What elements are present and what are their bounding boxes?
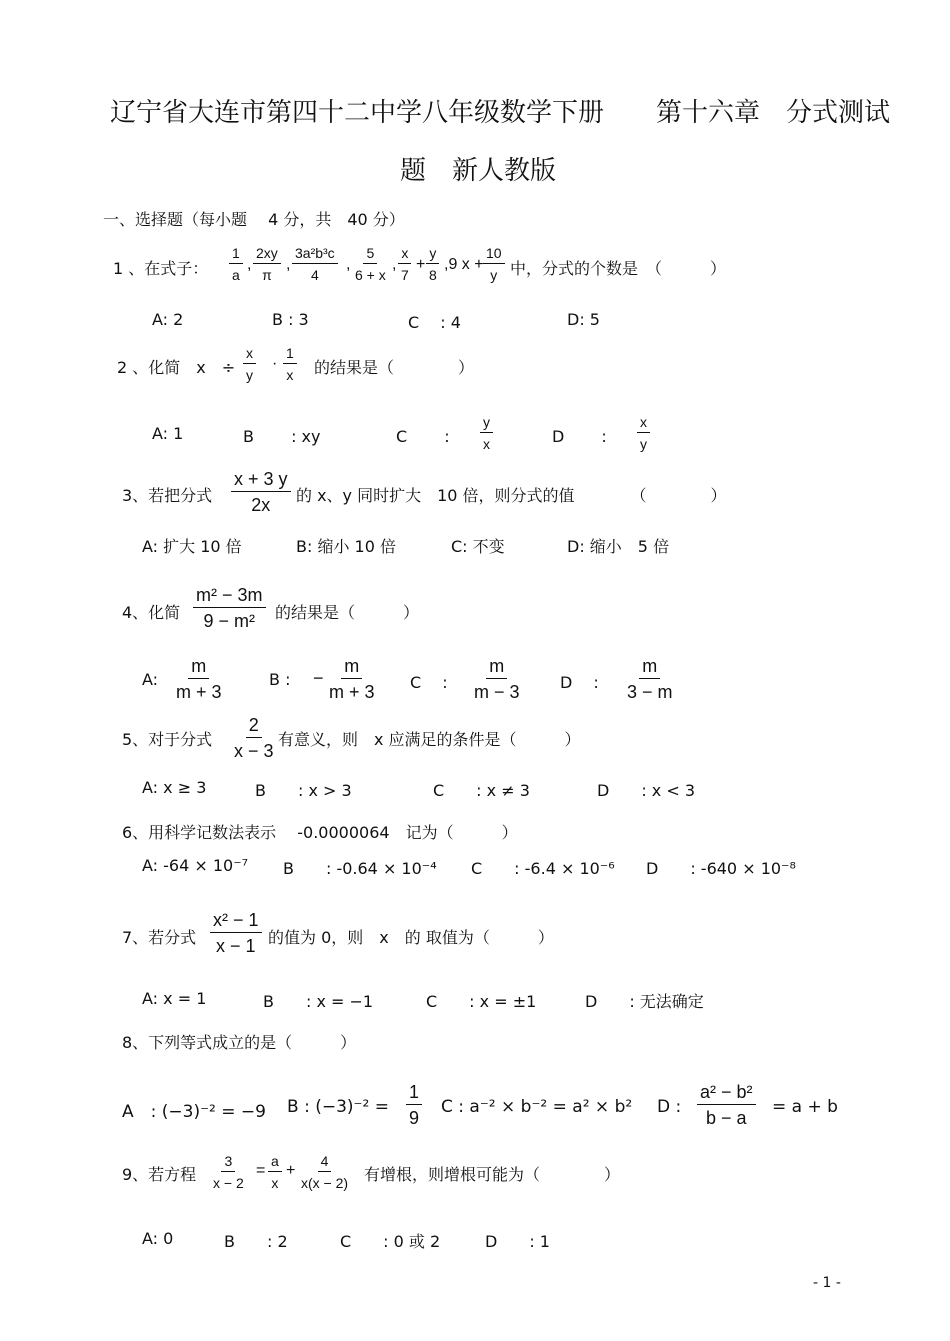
q8-option-d-fraction: $\frac{\text{a² − b²}}{b - a}$ [697, 1083, 756, 1127]
q2-option-d[interactable]: D : [552, 427, 607, 446]
q5-tail: 有意义，则 x 应满足的条件是（ ） [278, 730, 581, 749]
q4-option-c[interactable]: C : [410, 673, 448, 692]
q9-fraction-1: $\frac{3}{x - 2}$ [213, 1153, 244, 1191]
q1-fraction-1: $\frac{1}{a}$ [229, 246, 243, 282]
q1-tail: 中，分式的个数是 （ ） [510, 259, 727, 278]
q1-fraction-5a: $\frac{x}{7}$ [398, 246, 412, 282]
q2-option-a[interactable]: A: 1 [152, 424, 184, 443]
q3-fraction: $\frac{x + 3 y}{2x}$ [231, 470, 291, 514]
q8-option-d[interactable]: D : [657, 1097, 682, 1117]
q6-stem: 6、用科学记数法表示 -0.0000064 记为（ ） [122, 823, 518, 842]
q5-option-c[interactable]: C : x ≠ 3 [433, 781, 530, 800]
q9-fraction-2: $\frac{a}{x}$ [268, 1154, 282, 1190]
q7-fraction: $\frac{\text{x² − 1}}{x - 1}$ [210, 911, 262, 955]
title-line-1: 辽宁省大连市第四十二中学八年级数学下册 第十六章 分式测试 [110, 98, 891, 128]
q8-option-a[interactable]: A : (−3)⁻² = −9 [122, 1102, 266, 1122]
q8-option-c[interactable]: C : a⁻² × b⁻² = a² × b² [441, 1097, 633, 1117]
q4-fraction: $\frac{\text{m² − 3m}}{\text{9 − m²}}$ [193, 586, 266, 630]
q6-option-d[interactable]: D : -640 × 10⁻⁸ [646, 859, 796, 878]
q9-option-c[interactable]: C : 0 或 2 [340, 1232, 441, 1251]
q9-option-b[interactable]: B : 2 [224, 1232, 288, 1251]
page-number: - 1 - [813, 1275, 841, 1291]
q7-stem: 7、若分式 [122, 928, 197, 947]
q4-option-a-fraction: $\frac{m}{m + 3}$ [176, 656, 222, 702]
q9-fraction-3: $\frac{4}{x(x - 2)}$ [301, 1153, 349, 1191]
q3-option-c[interactable]: C: 不变 [451, 537, 505, 556]
q1-fraction-5b: $\frac{y}{8}$ [426, 246, 440, 282]
q1-fraction-2: $\frac{2xy}{\pi}$ [253, 246, 281, 282]
q8-option-d-tail: = a + b [772, 1097, 838, 1117]
q5-stem: 5、对于分式 [122, 730, 213, 749]
q6-option-a[interactable]: A: -64 × 10⁻⁷ [142, 856, 249, 875]
q4-option-a[interactable]: A: [142, 670, 159, 689]
q8-stem: 8、下列等式成立的是（ ） [122, 1033, 357, 1052]
q4-option-b[interactable]: B : [269, 670, 291, 689]
q1-option-b[interactable]: B : 3 [272, 310, 309, 329]
q2-fraction-1: $\frac{x}{y}$ [243, 346, 256, 382]
q7-option-a[interactable]: A: x = 1 [142, 989, 207, 1008]
q8-option-b-fraction: $\frac{1}{9}$ [406, 1083, 422, 1127]
q1-stem: 1 、在式子： [113, 259, 209, 278]
q2-option-c[interactable]: C : [396, 427, 450, 446]
q6-option-c[interactable]: C : -6.4 × 10⁻⁶ [471, 859, 615, 878]
q1-fraction-4: $\frac{5}{6 + x}$ [355, 245, 386, 283]
q9-tail: 有增根，则增根可能为（ ） [364, 1165, 621, 1184]
q4-option-b-fraction: $\frac{m}{m + 3}$ [329, 656, 375, 702]
q7-option-d[interactable]: D : 无法确定 [585, 992, 704, 1011]
q6-option-b[interactable]: B : -0.64 × 10⁻⁴ [283, 859, 437, 878]
q5-option-d[interactable]: D : x < 3 [597, 781, 696, 800]
q3-option-d[interactable]: D: 缩小 5 倍 [567, 537, 670, 556]
q9-option-d[interactable]: D : 1 [485, 1232, 550, 1251]
title-line-2: 题 新人教版 [400, 156, 557, 186]
q4-tail: 的结果是（ ） [275, 603, 420, 622]
q2-fraction-2: $\frac{1}{x}$ [283, 346, 297, 382]
q4-option-d[interactable]: D : [560, 673, 599, 692]
q5-option-b[interactable]: B : x > 3 [255, 781, 352, 800]
q5-option-a[interactable]: A: x ≥ 3 [142, 778, 207, 797]
q8-option-b[interactable]: B : (−3)⁻² = [287, 1097, 389, 1117]
q7-option-c[interactable]: C : x = ±1 [426, 992, 537, 1011]
q1-option-a[interactable]: A: 2 [152, 310, 184, 329]
q1-option-d[interactable]: D: 5 [567, 310, 600, 329]
q2-stem: 2 、化简 x ÷ [117, 358, 236, 377]
q9-stem: 9、若方程 [122, 1165, 197, 1184]
q7-option-b[interactable]: B : x = −1 [263, 992, 374, 1011]
q4-option-c-fraction: $\frac{m}{m - 3}$ [474, 656, 520, 702]
q4-stem: 4、化简 [122, 603, 181, 622]
q7-tail: 的值为 0，则 x 的 取值为（ ） [268, 928, 554, 947]
section-header: 一、选择题（每小题 4 分，共 40 分） [103, 210, 405, 229]
q2-option-b[interactable]: B : xy [243, 427, 321, 446]
q2-tail: 的结果是（ ） [314, 358, 475, 377]
q1-fraction-6: $\frac{10}{y}$ [483, 246, 505, 282]
q1-option-c[interactable]: C : 4 [408, 313, 461, 332]
q3-stem: 3、若把分式 [122, 486, 213, 505]
q4-option-b-sign: − [313, 668, 324, 688]
q3-option-a[interactable]: A: 扩大 10 倍 [142, 537, 242, 556]
q2-option-c-fraction: $\frac{y}{x}$ [480, 415, 493, 451]
q5-fraction: $\frac{2}{x - 3}$ [234, 715, 274, 761]
q3-tail: 的 x、y 同时扩大 10 倍，则分式的值 （ ） [296, 486, 727, 505]
q9-equals: = [256, 1162, 266, 1179]
q4-option-d-fraction: $\frac{m}{3 - m}$ [627, 656, 673, 702]
q1-fraction-3: $\frac{\text{3a²b³c}}{4}$ [292, 246, 338, 282]
q9-plus: + [286, 1162, 296, 1179]
q9-option-a[interactable]: A: 0 [142, 1229, 174, 1248]
q3-option-b[interactable]: B: 缩小 10 倍 [296, 537, 396, 556]
q2-option-d-fraction: $\frac{x}{y}$ [637, 415, 650, 451]
